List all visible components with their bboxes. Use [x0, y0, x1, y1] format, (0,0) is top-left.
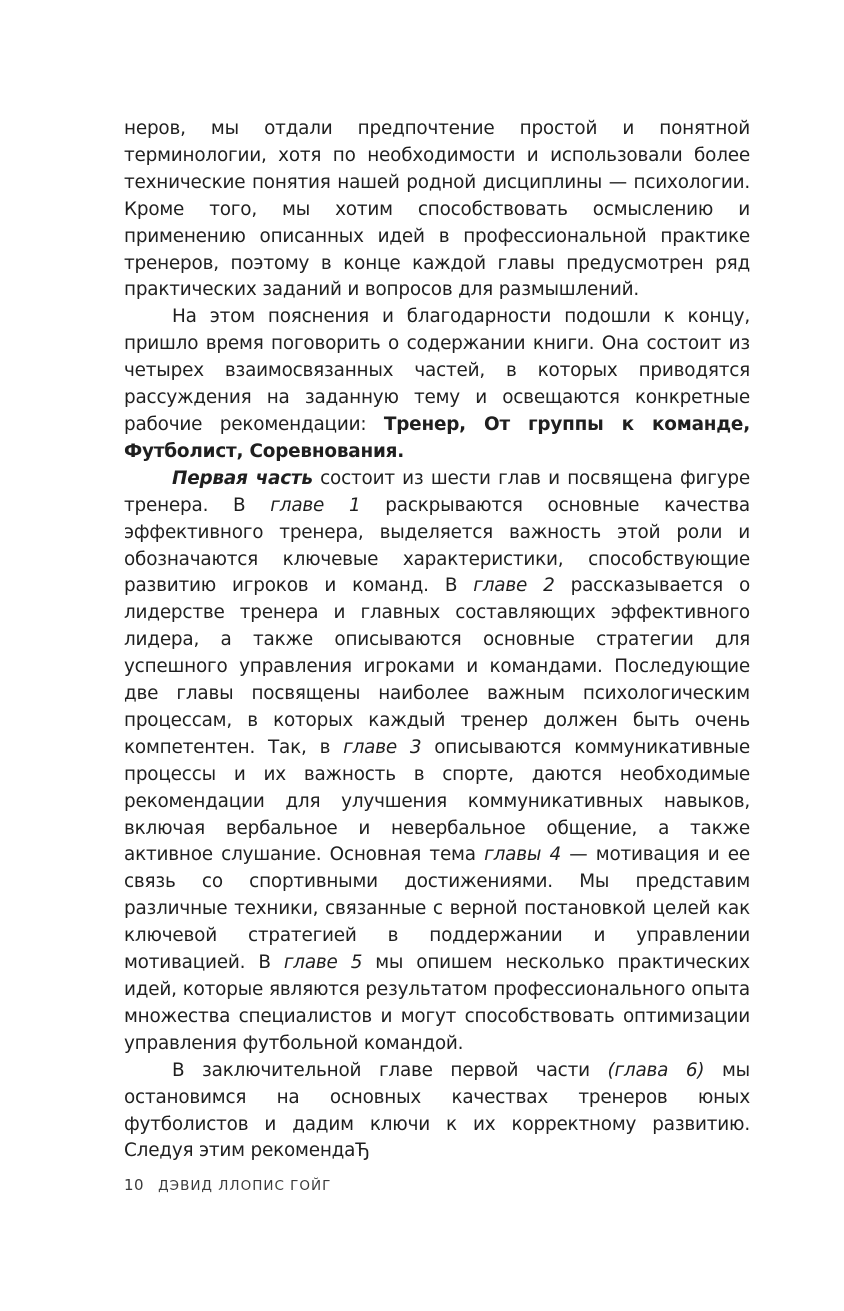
paragraph-3-text-b: раскрываются основные качества эффективного тренера, выделяется важность этой роли и обозначаются ключевые характеристики, способствующие развитию игроков и команд. В — [124, 494, 750, 597]
page-number: 10 — [124, 1176, 145, 1194]
paragraph-3-text-c: рассказывается о лидерстве тренера и главных составляющих эффективного лидера, а также описываются основные стратегии для успешного управления игроками и командами. Последующие две главы посвящены наиболее важным психологическим процессам, в которых каждый тренер должен быть очень компетентен. Так, в — [124, 575, 750, 758]
paragraph-4-text-a: В заключительной главе первой части — [172, 1059, 608, 1081]
paragraph-3-text-a: состоит из шести глав и посвящена фигуре тренера. В — [124, 467, 750, 516]
paragraph-4-text-b: мы остановимся на основных качествах тренеров юных футболистов и дадим ключи к их корректному развитию. Следуя этим рекомендаЂ — [124, 1059, 750, 1162]
chapter-3-ref: главе 3 — [343, 736, 422, 758]
paragraph-3-text-f: мы опишем несколько практических идей, которые являются результатом профессионального опыта множества специалистов и могут способствовать оптимизации управления футбольной командой. — [124, 952, 750, 1054]
paragraph-2 — [124, 304, 750, 465]
first-part-term: Первая часть — [172, 467, 313, 489]
paragraph-1 — [124, 116, 750, 304]
paragraph-1-text: неров, мы отдали предпочтение простой и понятной терминологии, хотя по необходимости и использовали более технические понятия нашей родной дисциплины — психологии. Кроме того, мы хотим способствовать осмыслению и применению описанных идей в профессиональной практике тренеров, поэтому в конце каждой главы предусмотрен ряд практических заданий и вопросов для размышлений. — [124, 118, 750, 301]
book-parts-list: Тренер, От группы к команде, Футболист, Соревнования. — [124, 413, 750, 462]
chapter-4-ref: главы 4 — [484, 844, 561, 866]
page-footer — [124, 1176, 331, 1194]
chapter-2-ref: главе 2 — [473, 575, 555, 597]
chapter-6-ref: (глава 6) — [607, 1059, 705, 1081]
body-text — [124, 116, 750, 1165]
paragraph-3-text-d: описываются коммуникативные процессы и их важность в спорте, даются необходимые рекомендации для улучшения коммуникативных навыков, включая вербальное и невербальное общение, а также активное слушание. Основная тема — [124, 736, 750, 866]
chapter-1-ref: главе 1 — [270, 494, 361, 516]
paragraph-2-text: На этом пояснения и благодарности подошли к концу, пришло время поговорить о содержании книги. Она состоит из четырех взаимосвязанных частей, в которых приводятся рассуждения на заданную тему и освещаются конкретные рабочие рекомендации: — [124, 306, 750, 435]
paragraph-3-text-e: — мотивация и ее связь со спортивными достижениями. Мы представим различные техники, связанные с верной постановкой целей как ключевой стратегией в поддержании и управлении мотивацией. В — [124, 844, 750, 974]
running-author: ДЭВИД ЛЛОПИС ГОЙГ — [158, 1178, 332, 1194]
paragraph-4 — [124, 1058, 750, 1166]
paragraph-3 — [124, 466, 750, 1058]
chapter-5-ref: главе 5 — [283, 952, 363, 974]
